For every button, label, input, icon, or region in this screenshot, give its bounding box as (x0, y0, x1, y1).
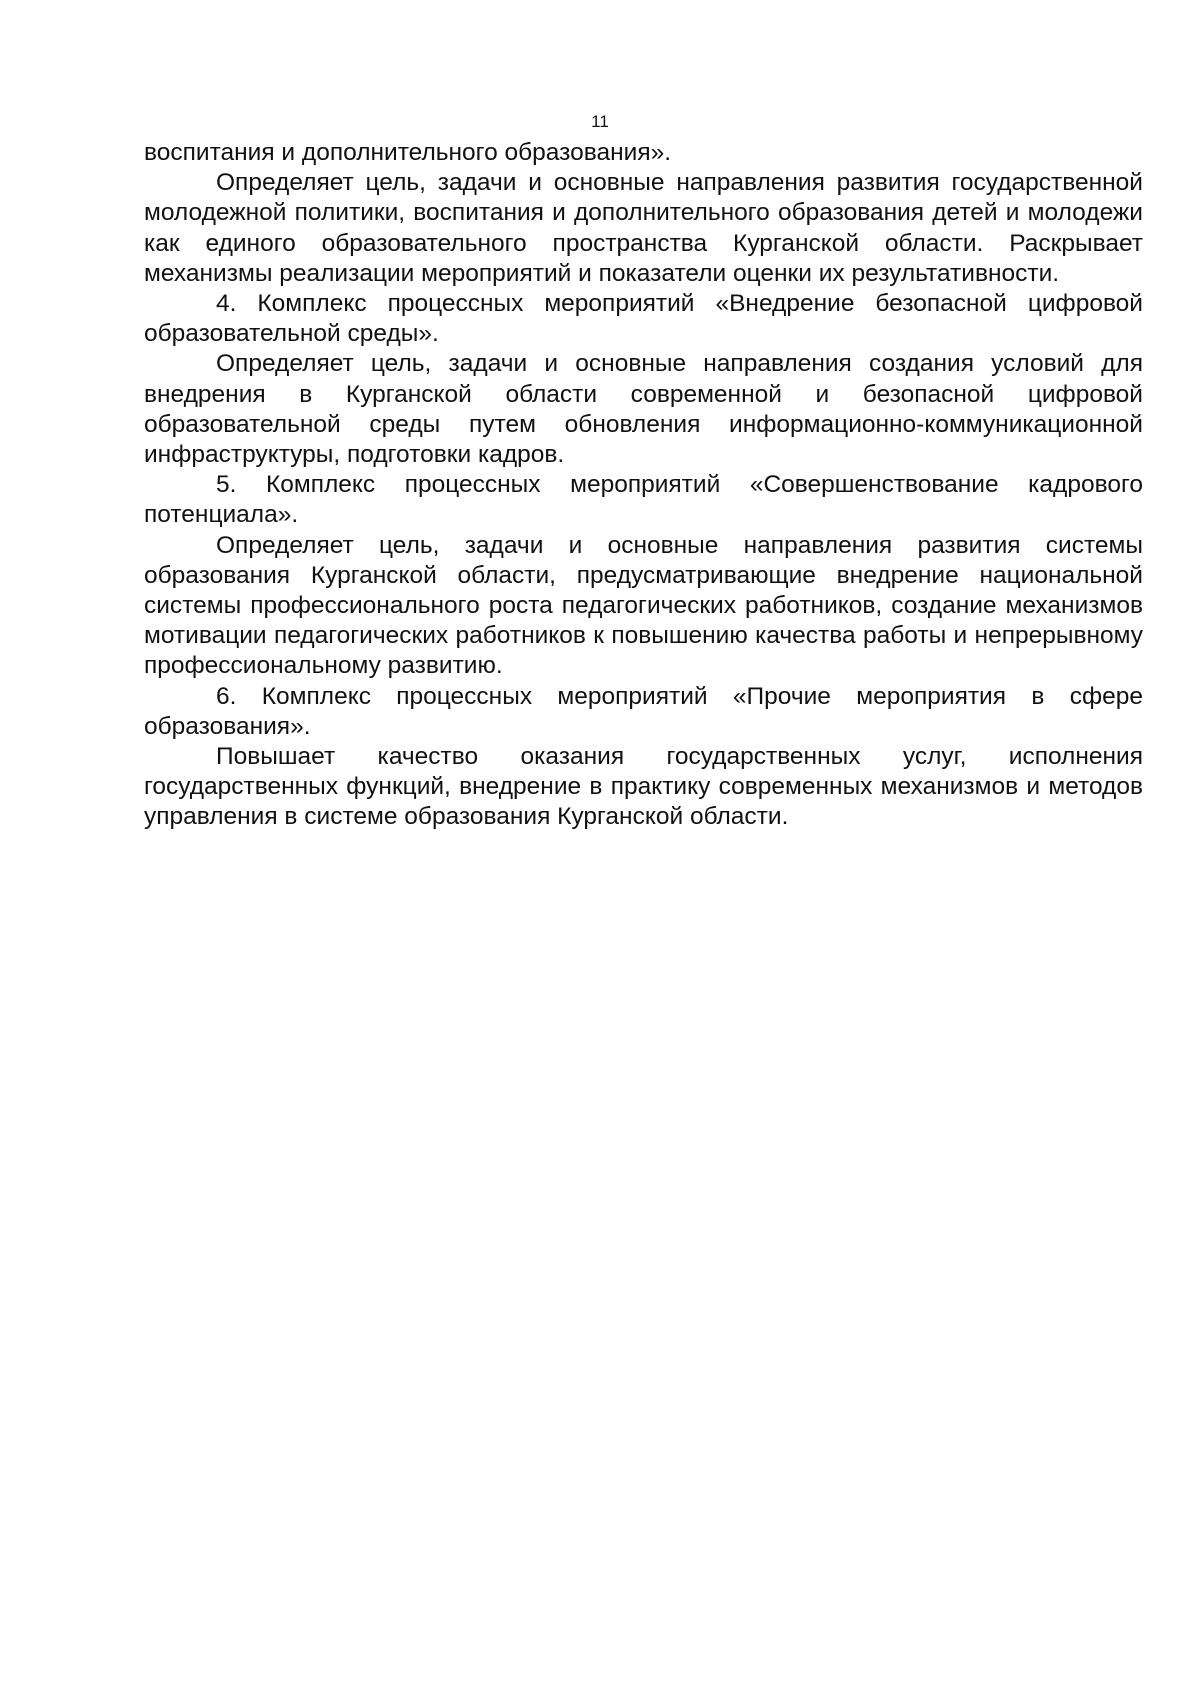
paragraph-digital-environment-description: Определяет цель, задачи и основные направления создания условий для внедрения в Курганской области современной и безопасной цифровой образовательной среды путем обновления информационно-коммуникационной инфраструктуры, подготовки кадров. (144, 350, 1143, 469)
paragraph-continuation: воспитания и дополнительного образования». (144, 139, 672, 166)
document-body (144, 138, 1143, 833)
paragraph-item-4-digital-environment: 4. Комплекс процессных мероприятий «Внедрение безопасной цифровой образовательной среды». (144, 290, 1143, 348)
page-number: 11 (591, 112, 609, 131)
paragraph-item-6-other-activities: 6. Комплекс процессных мероприятий «Прочие мероприятия в сфере образования». (144, 682, 1143, 740)
paragraph-item-5-personnel-potential: 5. Комплекс процессных мероприятий «Совершенствование кадрового потенциала». (144, 471, 1143, 529)
paragraph-other-activities-description: Повышает качество оказания государственных услуг, исполнения государственных функций, внедрение в практику современных механизмов и методов управления в системе образования Курганской области. (144, 743, 1143, 831)
paragraph-personnel-potential-description: Определяет цель, задачи и основные направления развития системы образования Курганской области, предусматривающие внедрение национальной системы профессионального роста педагогических работников, создание механизмов мотивации педагогических работников к повышению качества работы и непрерывному профессиональному развитию. (144, 531, 1143, 680)
paragraph-youth-policy-description: Определяет цель, задачи и основные направления развития государственной молодежной политики, воспитания и дополнительного образования детей и молодежи как единого образовательного пространства Курганской области. Раскрывает механизмы реализации мероприятий и показатели оценки их результативности. (144, 169, 1143, 287)
